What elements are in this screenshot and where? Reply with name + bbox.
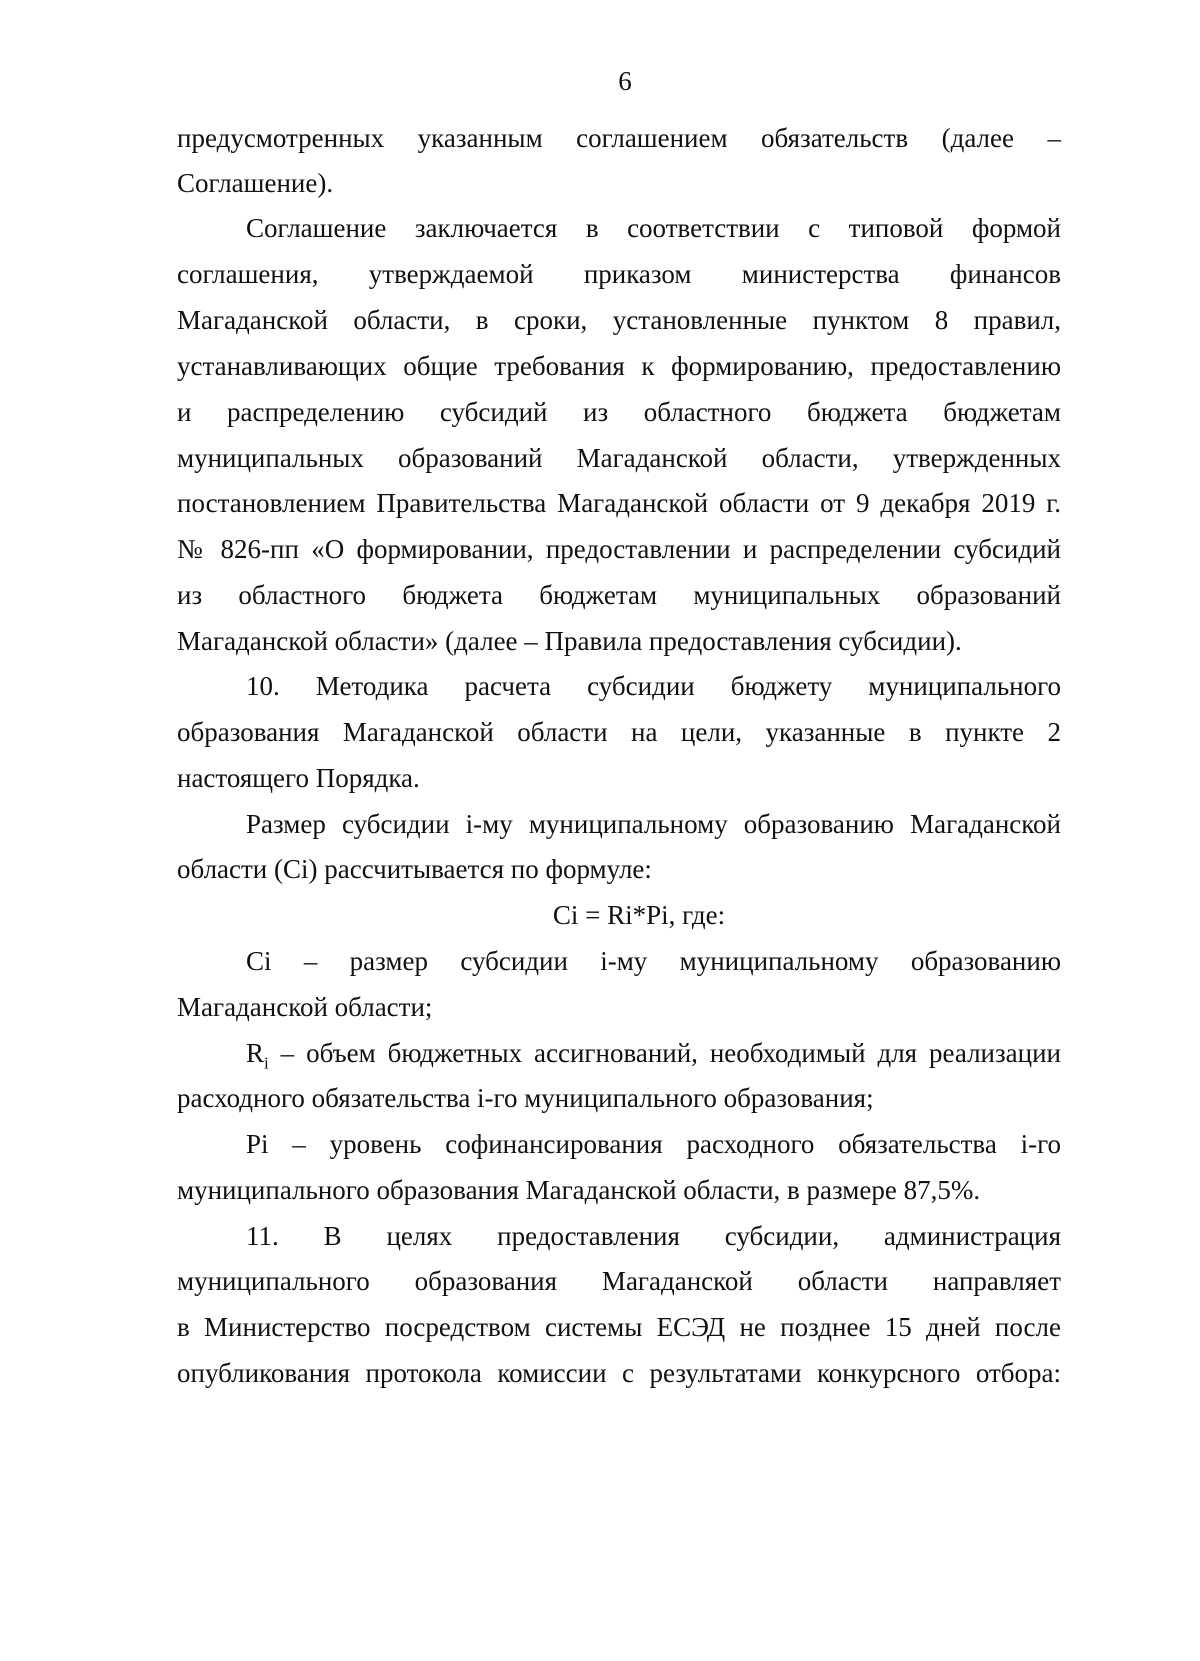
- text-line: Магаданской области, в сроки, установленные пунктом 8 правил,: [177, 305, 1061, 335]
- text-line: устанавливающих общие требования к формированию, предоставлению: [177, 351, 1061, 381]
- text-line: муниципальных образований Магаданской области, утвержденных: [177, 443, 1061, 473]
- text-line: настоящего Порядка.: [177, 763, 420, 793]
- paragraph-first-line: Соглашение заключается в соответствии с типовой формой: [246, 213, 1061, 243]
- text-line: соглашения, утверждаемой приказом министерства финансов: [177, 259, 1061, 289]
- text-line: образования Магаданской области на цели, указанные в пункте 2: [177, 717, 1061, 747]
- text-line: предусмотренных указанным соглашением обязательств (далее –: [177, 123, 1061, 153]
- text-line: из областного бюджета бюджетам муниципальных образований: [177, 580, 1061, 610]
- paragraph-first-line: Pi – уровень софинансирования расходного обязательства i-го: [246, 1129, 1061, 1159]
- text-line: Магаданской области;: [177, 992, 433, 1022]
- text-line: постановлением Правительства Магаданской области от 9 декабря 2019 г.: [177, 488, 1061, 518]
- formula-line: Ci = Ri*Pi, где:: [552, 900, 726, 930]
- paragraph-first-line: [246, 1036, 1061, 1073]
- text-line: муниципального образования Магаданской области, в размере 87,5%.: [177, 1175, 981, 1205]
- variable-description: – объем бюджетных ассигнований, необходимый для реализации: [268, 1038, 1061, 1068]
- text-line: опубликования протокола комиссии с результатами конкурсного отбора:: [177, 1358, 1061, 1388]
- paragraph-first-line: 10. Методика расчета субсидии бюджету муниципального: [246, 671, 1061, 701]
- text-line: Магаданской области» (далее – Правила предоставления субсидии).: [177, 626, 962, 656]
- text-line: муниципального образования Магаданской области направляет: [177, 1266, 1061, 1296]
- text-line: расходного обязательства i-го муниципального образования;: [177, 1083, 874, 1113]
- paragraph-first-line: Размер субсидии i-му муниципальному образованию Магаданской: [246, 809, 1061, 839]
- text-line: и распределению субсидий из областного бюджета бюджетам: [177, 397, 1061, 427]
- text-line: области (Ci) рассчитывается по формуле:: [177, 854, 652, 884]
- variable-subscript: i: [264, 1053, 269, 1073]
- text-line: в Министерство посредством системы ЕСЭД не позднее 15 дней после: [177, 1312, 1061, 1342]
- text-line: Соглашение).: [177, 168, 334, 198]
- text-line: № 826-пп «О формировании, предоставлении и распределении субсидий: [177, 534, 1061, 564]
- variable-r: R: [246, 1038, 265, 1068]
- page-number: 6: [618, 66, 632, 96]
- paragraph-first-line: 11. В целях предоставления субсидии, администрация: [246, 1221, 1061, 1251]
- paragraph-first-line: Ci – размер субсидии i-му муниципальному образованию: [246, 946, 1061, 976]
